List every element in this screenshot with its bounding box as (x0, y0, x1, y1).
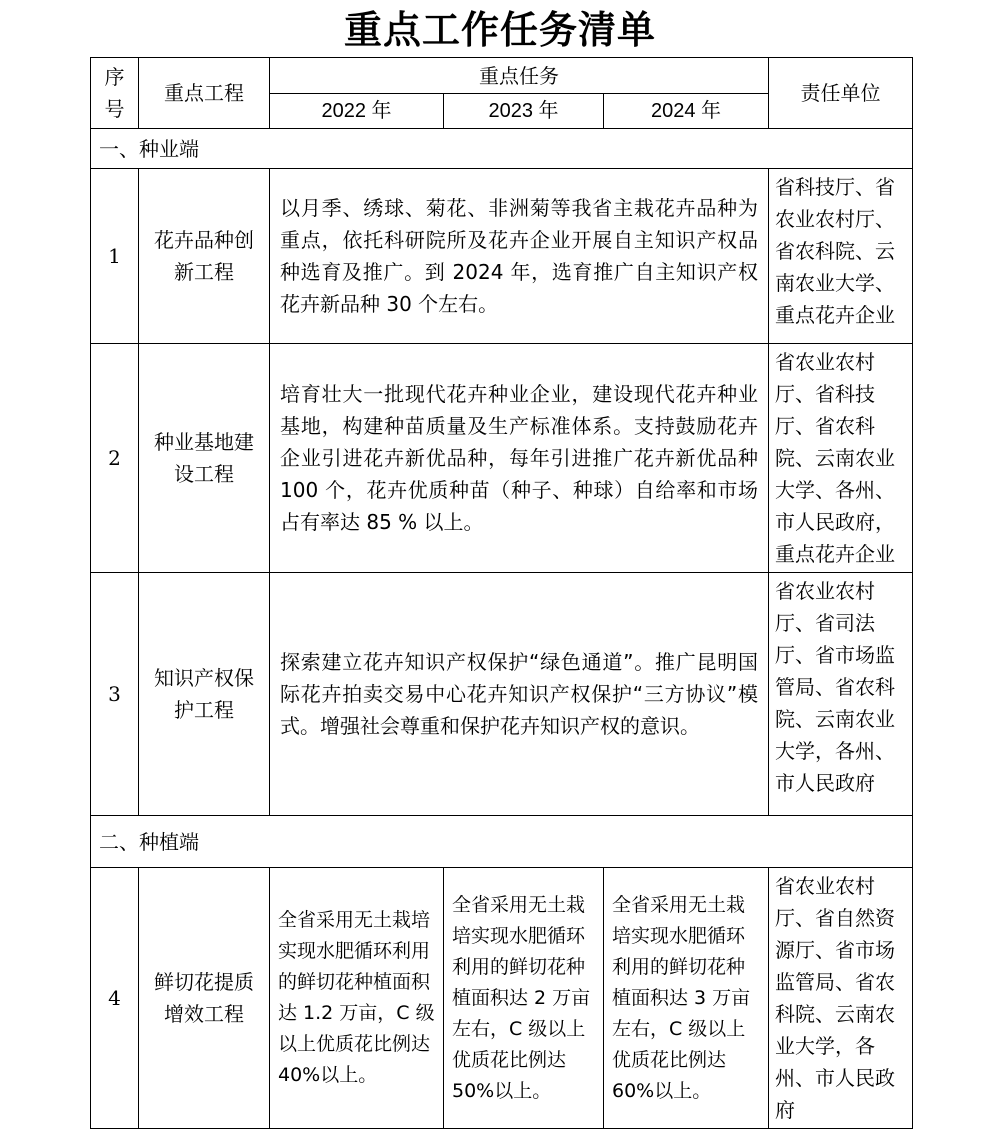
header-year-2024: 2024 年 (604, 94, 769, 129)
row-project: 种业基地建设工程 (139, 344, 270, 573)
header-year-2023: 2023 年 (444, 94, 604, 129)
table-row (91, 868, 913, 1129)
row-number: 3 (91, 573, 139, 816)
row-task-2022: 全省采用无土栽培实现水肥循环利用的鲜切花种植面积达 1.2 万亩，C 级以上优质花比例达 40%以上。 (270, 868, 444, 1129)
row-number: 2 (91, 344, 139, 573)
row-task: 培育壮大一批现代花卉种业企业，建设现代花卉种业基地，构建种苗质量及生产标准体系。支持鼓励花卉企业引进花卉新优品种，每年引进推广花卉新优品种 100 个，花卉优质种苗（种子、种球）自给率和市场占有率达 85 % 以上。 (270, 344, 769, 573)
row-task-2024: 全省采用无土栽培实现水肥循环利用的鲜切花种植面积达 3 万亩左右，C 级以上优质花比例达 60%以上。 (604, 868, 769, 1129)
row-task: 探索建立花卉知识产权保护“绿色通道”。推广昆明国际花卉拍卖交易中心花卉知识产权保护“三方协议”模式。增强社会尊重和保护花卉知识产权的意识。 (270, 573, 769, 816)
header-seq: 序号 (91, 58, 139, 129)
section-title-planting: 二、种植端 (91, 816, 913, 868)
page-title: 重点工作任务清单 (343, 7, 656, 52)
header-unit: 责任单位 (769, 58, 913, 129)
row-number: 1 (91, 169, 139, 344)
row-project: 知识产权保护工程 (139, 573, 270, 816)
row-number: 4 (91, 868, 139, 1129)
table-row (91, 573, 913, 816)
header-year-2022: 2022 年 (270, 94, 444, 129)
table-row (91, 344, 913, 573)
header-tasks: 重点任务 (270, 58, 769, 94)
table-row (91, 169, 913, 344)
task-table (90, 57, 913, 1129)
section-title-seed: 一、种业端 (91, 129, 913, 169)
row-project: 鲜切花提质增效工程 (139, 868, 270, 1129)
row-task-2023: 全省采用无土栽培实现水肥循环利用的鲜切花种植面积达 2 万亩左右，C 级以上优质花比例达 50%以上。 (444, 868, 604, 1129)
row-project: 花卉品种创新工程 (139, 169, 270, 344)
header-project: 重点工程 (139, 58, 270, 129)
row-unit: 省农业农村厅、省司法厅、省市场监管局、省农科院、云南农业大学，各州、市人民政府 (769, 573, 913, 816)
row-unit: 省农业农村厅、省自然资源厅、省市场监管局、省农科院、云南农业大学，各州、市人民政府 (769, 868, 913, 1129)
row-task: 以月季、绣球、菊花、非洲菊等我省主栽花卉品种为重点，依托科研院所及花卉企业开展自主知识产权品种选育及推广。到 2024 年，选育推广自主知识产权花卉新品种 30 个左右。 (270, 169, 769, 344)
row-unit: 省农业农村厅、省科技厅、省农科院、云南农业大学、各州、市人民政府，重点花卉企业 (769, 344, 913, 573)
row-unit: 省科技厅、省农业农村厅、省农科院、云南农业大学、重点花卉企业 (769, 169, 913, 344)
